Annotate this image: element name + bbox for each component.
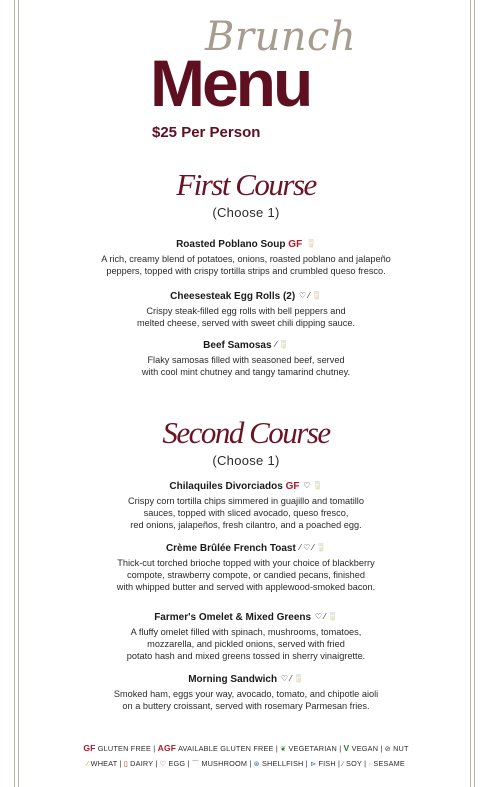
legend-row-2: ⁄ WHEAT | ▯ DAIRY | ♡ EGG | ⌒ MUSHROOM | ⊛ SHELLFISH | ⊳ FISH | ⁄ SOY | ◦ SESAME — [87, 759, 405, 768]
item-description — [22, 354, 470, 378]
item-heading — [22, 479, 470, 493]
item-description — [22, 688, 470, 712]
item-desc-line: sauces, topped with sliced avocado, queso fresco, — [143, 508, 349, 518]
item-name: Roasted Poblano Soup — [176, 239, 286, 250]
dairy-label: DAIRY — [130, 759, 154, 768]
item-heading — [22, 289, 470, 303]
item-description — [22, 557, 470, 593]
legend-row-1: GF GLUTEN FREE | AGF AVAILABLE GLUTEN FREE | ❦ VEGETARIAN | V VEGAN | ⊘ NUT — [83, 743, 409, 753]
vegan-label: VEGAN — [351, 744, 379, 753]
item-desc-line: Crispy steak-filled egg rolls with bell peppers and — [146, 306, 346, 316]
allergen-icons: ♡ 🥛 — [303, 481, 323, 490]
vegetarian-label: VEGETARIAN — [288, 744, 337, 753]
fish-icon: ⊳ — [310, 761, 317, 768]
menu-item — [22, 289, 470, 329]
item-description — [22, 253, 470, 277]
allergen-icons: ⁄ ♡ ⁄ 🥛 — [299, 543, 327, 552]
item-description — [22, 305, 470, 329]
item-desc-line: Thick-cut torched brioche topped with your choice of blackberry — [117, 558, 375, 568]
item-desc-line: mozzarella, and pickled onions, served with fried — [147, 639, 345, 649]
second-course-header — [22, 416, 470, 468]
item-desc-line: with whipped butter and served with applewood-smoked bacon. — [116, 582, 376, 592]
item-desc-line: Smoked ham, eggs your way, avocado, tomato, and chipotle aioli — [113, 689, 379, 699]
egg-label: EGG — [168, 759, 186, 768]
item-name: Crème Brûlée French Toast — [165, 543, 296, 554]
menu-title: Menu — [150, 46, 311, 120]
menu-page — [22, 0, 470, 787]
border-line-right-outer — [474, 0, 475, 787]
item-description — [22, 626, 470, 662]
item-desc-line: Flaky samosas filled with seasoned beef, served — [147, 355, 345, 365]
second-course-title: Second Course — [162, 415, 330, 450]
first-course-header — [22, 168, 470, 220]
first-course-subtitle: (Choose 1) — [212, 205, 280, 220]
menu-item — [22, 610, 470, 662]
border-line-left-inner — [18, 0, 19, 787]
agf-label: AVAILABLE GLUTEN FREE — [178, 744, 274, 753]
gf-label: GLUTEN FREE — [97, 744, 152, 753]
shellfish-icon: ⊛ — [253, 761, 260, 768]
item-heading — [22, 610, 470, 624]
soy-icon: ⁄ — [342, 761, 344, 768]
item-name: Cheesesteak Egg Rolls (2) — [170, 291, 296, 302]
item-heading — [22, 541, 470, 555]
nut-label: NUT — [393, 744, 409, 753]
item-heading — [22, 237, 470, 251]
gluten-free-tag: GF — [285, 481, 300, 492]
item-desc-line: melted cheese, served with sweet chili dipping sauce. — [136, 318, 356, 328]
item-description — [22, 495, 470, 531]
item-desc-line: compote, strawberry compote, or candied pecans, finished — [127, 570, 365, 580]
wheat-icon: ⁄ — [87, 761, 89, 768]
item-desc-line: with cool mint chutney and tangy tamarind chutney. — [141, 367, 351, 377]
item-desc-line: peppers, topped with crispy tortilla strips and crumbled queso fresco. — [106, 266, 386, 276]
item-desc-line: Crispy corn tortilla chips simmered in guajillo and tomatillo — [128, 496, 364, 506]
dairy-icon: ▯ — [123, 761, 128, 768]
item-desc-line: A rich, creamy blend of potatoes, onions, roasted poblano and jalapeño — [101, 254, 391, 264]
item-desc-line: on a buttery croissant, served with rosemary Parmesan fries. — [122, 701, 370, 711]
item-name: Farmer's Omelet & Mixed Greens — [154, 612, 312, 623]
menu-item — [22, 541, 470, 593]
second-course-subtitle: (Choose 1) — [212, 453, 280, 468]
vegetarian-leaf-icon: ❦ — [280, 746, 287, 753]
allergen-icons: ♡ ⁄ 🥛 — [298, 291, 322, 300]
menu-item — [22, 237, 470, 277]
gf-tag: GF — [83, 743, 96, 753]
menu-item — [22, 338, 470, 378]
sesame-label: SESAME — [373, 759, 405, 768]
fish-label: FISH — [318, 759, 336, 768]
item-name: Beef Samosas — [203, 340, 272, 351]
item-heading — [22, 338, 470, 352]
item-desc-line: red onions, jalapeños, fresh cilantro, and a poached egg. — [130, 520, 362, 530]
item-name: Chilaquiles Divorciados — [169, 481, 283, 492]
item-desc-line: potato hash and mixed greens tossed in sherry vinaigrette. — [126, 651, 366, 661]
menu-item — [22, 479, 470, 531]
item-heading — [22, 672, 470, 686]
allergen-icons: ♡ ⁄ 🥛 — [314, 612, 338, 621]
border-line-left-outer — [14, 0, 15, 787]
allergen-legend — [22, 741, 470, 772]
wheat-label: WHEAT — [90, 759, 118, 768]
shellfish-label: SHELLFISH — [261, 759, 304, 768]
mushroom-icon: ⌒ — [191, 761, 200, 768]
border-line-right-inner — [470, 0, 471, 787]
item-name: Morning Sandwich — [188, 674, 278, 685]
mushroom-label: MUSHROOM — [201, 759, 248, 768]
egg-icon: ♡ — [159, 761, 167, 768]
item-desc-line: A fluffy omelet filled with spinach, mushrooms, tomatoes, — [130, 627, 362, 637]
script-title: Brunch — [205, 14, 357, 60]
vegan-tag: V — [343, 743, 350, 753]
price-per-person: $25 Per Person — [152, 124, 261, 141]
soy-label: SOY — [346, 759, 362, 768]
sesame-icon: ◦ — [368, 761, 372, 768]
allergen-icons: ⁄ 🥛 — [275, 340, 289, 349]
first-course-title: First Course — [176, 167, 316, 202]
nut-icon: ⊘ — [384, 746, 391, 753]
agf-tag: AGF — [157, 743, 177, 753]
menu-item — [22, 672, 470, 712]
allergen-icons: ♡ ⁄ 🥛 — [280, 674, 304, 683]
dairy-icon: 🥛 — [305, 239, 316, 248]
gluten-free-tag: GF — [288, 239, 303, 250]
